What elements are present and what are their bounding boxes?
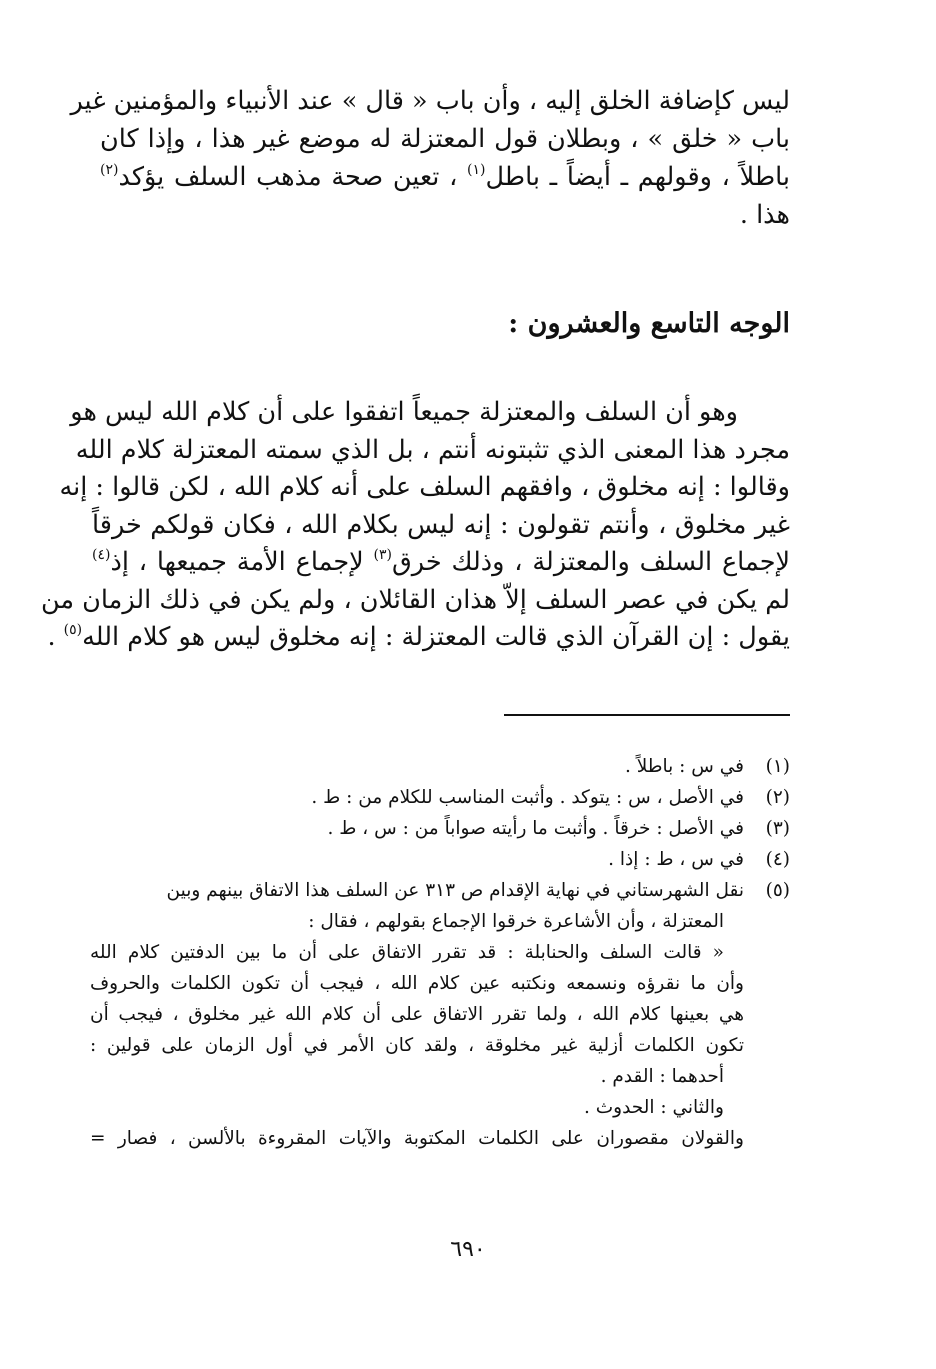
text-segment: باطلاً ، وقولهم ـ أيضاً ـ باطل [485, 162, 790, 192]
text-line: وهو أن السلف والمعتزلة جميعاً اتفقوا على أن كلام الله ليس هو [70, 397, 738, 427]
footnote-separator [504, 714, 790, 716]
footnote-text: المعتزلة ، وأن الأشاعرة خرقوا الإجماع بقولهم ، فقال : [308, 911, 724, 932]
text-line: غير مخلوق ، وأنتم تقولون : إنه ليس بكلام الله ، فكان قولكم خرقاً [92, 509, 790, 540]
page-number: ٦٩٠ [450, 1237, 486, 1262]
footnote-quote-line: هي بعينها كلام الله ، ولما تقرر الاتفاق على أن كلام الله غير مخلوق ، فيجب أن [90, 1004, 744, 1025]
footnote-quote-line: « قالت السلف والحنابلة : قد تقرر الاتفاق على أن ما بين الدفتين كلام الله [90, 942, 724, 963]
text-line: ليس كإضافة الخلق إليه ، وأن باب « قال » عند الأنبياء والمؤمنين غير [70, 86, 790, 116]
section-paragraph [40, 394, 791, 657]
footnote-quote-line: وأن ما نقرؤه ونسمعه ونكتبه عين كلام الله ، فيجب أن تكون الكلمات والحروف [90, 973, 744, 994]
footnote [90, 782, 790, 813]
footnote [90, 875, 790, 906]
footnote-ref: (٣) [373, 547, 392, 563]
text-line [47, 619, 790, 657]
footnote-number: (١) [765, 756, 790, 777]
footnote [90, 844, 790, 875]
footnote-number: (٢) [765, 787, 790, 808]
footnote [90, 751, 790, 782]
text-segment: لإجماع السلف والمعتزلة ، وذلك خرق [391, 547, 791, 577]
footnote-ref: (٢) [100, 162, 119, 178]
text-segment: ، تعين صحة مذهب السلف يؤكد [118, 162, 468, 192]
section-heading: الوجه التاسع والعشرون : [508, 308, 790, 339]
text-line: مجرد هذا المعنى الذي تثبتونه أنتم ، بل الذي سمته المعتزلة كلام الله [75, 434, 790, 465]
footnote-ref: (٤) [92, 547, 111, 563]
footnote-number: (٣) [765, 818, 790, 839]
text-line [92, 544, 790, 582]
text-line [100, 158, 790, 196]
footnote [90, 813, 790, 844]
footnote-ref: (١) [467, 162, 486, 178]
footnote-quote-item: أحدهما : القدم . [600, 1066, 724, 1087]
paragraph-continuation [70, 82, 790, 234]
footnote-number: (٥) [765, 880, 790, 901]
text-segment: لإجماع الأمة جميعها ، إذ [110, 547, 374, 577]
footnote-number: (٤) [765, 849, 790, 870]
text-line: باب « خلق » ، وبطلان قول المعتزلة له موضع غير هذا ، وإذا كان [100, 124, 790, 154]
footnote-text: في س : باطلاً . [624, 756, 744, 777]
text-segment: . [47, 622, 64, 652]
text-line: لم يكن في عصر السلف إلاّ هذان القائلان ، ولم يكن في ذلك الزمان من [40, 584, 790, 615]
footnote-quote-line: والقولان مقصوران على الكلمات المكتوبة والآيات المقروءة بالألسن ، فصار = [90, 1128, 744, 1149]
footnote-text: نقل الشهرستاني في نهاية الإقدام ص ٣١٣ عن السلف هذا الاتفاق بينهم وبين [166, 880, 744, 901]
text-segment: يقول : إن القرآن الذي قالت المعتزلة : إنه مخلوق ليس هو كلام الله [82, 622, 790, 652]
footnote-text: في س ، ط : إذا . [608, 849, 744, 870]
footnote-quote-line: تكون الكلمات أزلية غير مخلوقة ، ولقد كان الأمر في أول الزمان على قولين : [90, 1035, 744, 1056]
footnote-quote-item: والثاني : الحدوث . [583, 1097, 724, 1118]
text-line: وقالوا : إنه مخلوق ، وافقهم السلف على أنه كلام الله ، لكن قالوا : إنه [59, 472, 790, 502]
footnote-text: في الأصل : خرقاً . وأثبت ما رأيته صواباً من : س ، ط . [327, 818, 744, 839]
footnotes [90, 751, 790, 1154]
footnote-ref: (٥) [63, 622, 83, 638]
footnote-text: في الأصل ، س : يتوكد . وأثبت المناسب للكلام من : ط . [311, 787, 744, 808]
text-line: هذا . [739, 200, 790, 230]
